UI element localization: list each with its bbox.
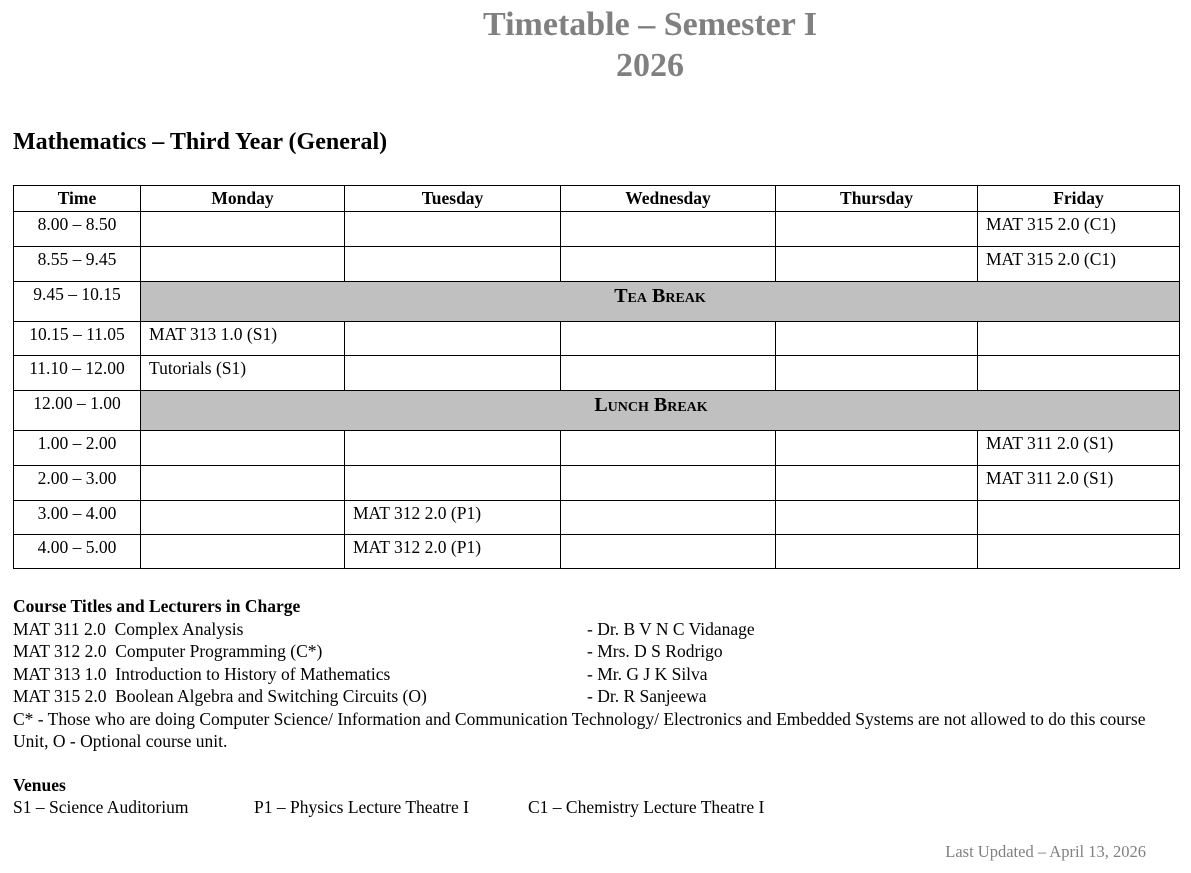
cell-monday	[141, 212, 345, 247]
cell-thursday	[776, 501, 978, 535]
cell-friday	[978, 535, 1180, 569]
table-row	[14, 322, 1180, 356]
table-row	[14, 356, 1180, 391]
col-header-friday: Friday	[978, 186, 1180, 212]
cell-wednesday	[561, 501, 776, 535]
title-line-2: 2026	[616, 47, 684, 84]
course-item	[13, 685, 1179, 708]
course-title: MAT 313 1.0 Introduction to History of Mathematics	[13, 663, 391, 684]
time-slot: 11.10 – 12.00	[14, 356, 141, 391]
cell-friday: MAT 315 2.0 (C1)	[978, 212, 1180, 247]
title-line-1: Timetable – Semester I	[483, 6, 817, 43]
cell-thursday	[776, 212, 978, 247]
table-row	[14, 535, 1180, 569]
course-lecturer: - Dr. B V N C Vidanage	[587, 618, 755, 639]
break-row	[14, 282, 1180, 322]
time-slot: 2.00 – 3.00	[14, 466, 141, 501]
table-row	[14, 431, 1180, 466]
time-slot: 8.55 – 9.45	[14, 247, 141, 282]
venue-row	[13, 796, 913, 818]
cell-monday	[141, 431, 345, 466]
cell-friday	[978, 322, 1180, 356]
course-list-heading: Course Titles and Lecturers in Charge	[13, 596, 301, 616]
course-note: C* - Those who are doing Computer Science/ Information and Communication Technology/ Electronics and Embedded Systems are not allowed to do this course Unit, O - Optional course unit.	[13, 708, 1146, 751]
cell-monday: Tutorials (S1)	[141, 356, 345, 391]
cell-monday: MAT 313 1.0 (S1)	[141, 322, 345, 356]
cell-thursday	[776, 356, 978, 391]
cell-friday	[978, 501, 1180, 535]
break-row	[14, 391, 1180, 431]
cell-tuesday	[345, 356, 561, 391]
course-title: MAT 311 2.0 Complex Analysis	[13, 618, 244, 639]
venue-item: C1 – Chemistry Lecture Theatre I	[528, 797, 765, 817]
cell-monday	[141, 535, 345, 569]
program-subtitle: Mathematics – Third Year (General)	[13, 129, 388, 155]
header-row	[14, 186, 1180, 212]
time-slot: 9.45 – 10.15	[14, 282, 141, 322]
cell-wednesday	[561, 322, 776, 356]
cell-wednesday	[561, 356, 776, 391]
cell-wednesday	[561, 431, 776, 466]
course-item	[13, 640, 1179, 663]
cell-wednesday	[561, 247, 776, 282]
venue-heading: Venues	[13, 775, 66, 795]
course-lecturer: - Mr. G J K Silva	[587, 663, 708, 684]
course-list	[13, 595, 1179, 753]
cell-monday	[141, 501, 345, 535]
cell-friday: MAT 311 2.0 (S1)	[978, 466, 1180, 501]
cell-thursday	[776, 322, 978, 356]
col-header-monday: Monday	[141, 186, 345, 212]
lunch-break-label: Lunch Break	[594, 394, 708, 416]
cell-monday	[141, 466, 345, 501]
table-row	[14, 466, 1180, 501]
course-lecturer: - Dr. R Sanjeewa	[587, 686, 707, 706]
time-slot: 12.00 – 1.00	[14, 391, 141, 431]
table-row	[14, 247, 1180, 282]
cell-friday: MAT 311 2.0 (S1)	[978, 431, 1180, 466]
course-item	[13, 618, 1179, 641]
cell-thursday	[776, 535, 978, 569]
last-updated: Last Updated – April 13, 2026	[945, 842, 1146, 861]
time-slot: 10.15 – 11.05	[14, 322, 141, 356]
cell-tuesday	[345, 247, 561, 282]
cell-wednesday	[561, 212, 776, 247]
course-item	[13, 663, 1179, 686]
time-slot: 3.00 – 4.00	[14, 501, 141, 535]
lunch-break-banner	[141, 391, 1180, 431]
cell-friday	[978, 356, 1180, 391]
venue-list	[13, 774, 913, 818]
cell-monday	[141, 247, 345, 282]
tea-break-banner	[141, 282, 1180, 322]
col-header-wednesday: Wednesday	[561, 186, 776, 212]
cell-friday: MAT 315 2.0 (C1)	[978, 247, 1180, 282]
tea-break-label: Tea Break	[614, 285, 706, 307]
venue-item: S1 – Science Auditorium	[13, 797, 189, 817]
cell-tuesday: MAT 312 2.0 (P1)	[345, 535, 561, 569]
cell-tuesday	[345, 322, 561, 356]
cell-tuesday	[345, 431, 561, 466]
table-row	[14, 212, 1180, 247]
cell-tuesday	[345, 212, 561, 247]
timetable	[13, 185, 1180, 569]
course-title: MAT 315 2.0 Boolean Algebra and Switching Circuits (O)	[13, 686, 427, 706]
cell-wednesday	[561, 466, 776, 501]
cell-tuesday	[345, 466, 561, 501]
col-header-tuesday: Tuesday	[345, 186, 561, 212]
time-slot: 1.00 – 2.00	[14, 431, 141, 466]
col-header-thursday: Thursday	[776, 186, 978, 212]
cell-thursday	[776, 247, 978, 282]
cell-wednesday	[561, 535, 776, 569]
cell-thursday	[776, 431, 978, 466]
venue-item: P1 – Physics Lecture Theatre I	[254, 797, 469, 817]
time-slot: 8.00 – 8.50	[14, 212, 141, 247]
cell-tuesday: MAT 312 2.0 (P1)	[345, 501, 561, 535]
col-header-time: Time	[14, 186, 141, 212]
time-slot: 4.00 – 5.00	[14, 535, 141, 569]
table-row	[14, 501, 1180, 535]
page-title	[450, 4, 850, 86]
cell-thursday	[776, 466, 978, 501]
course-lecturer: - Mrs. D S Rodrigo	[587, 641, 723, 661]
course-title: MAT 312 2.0 Computer Programming (C*)	[13, 641, 323, 661]
